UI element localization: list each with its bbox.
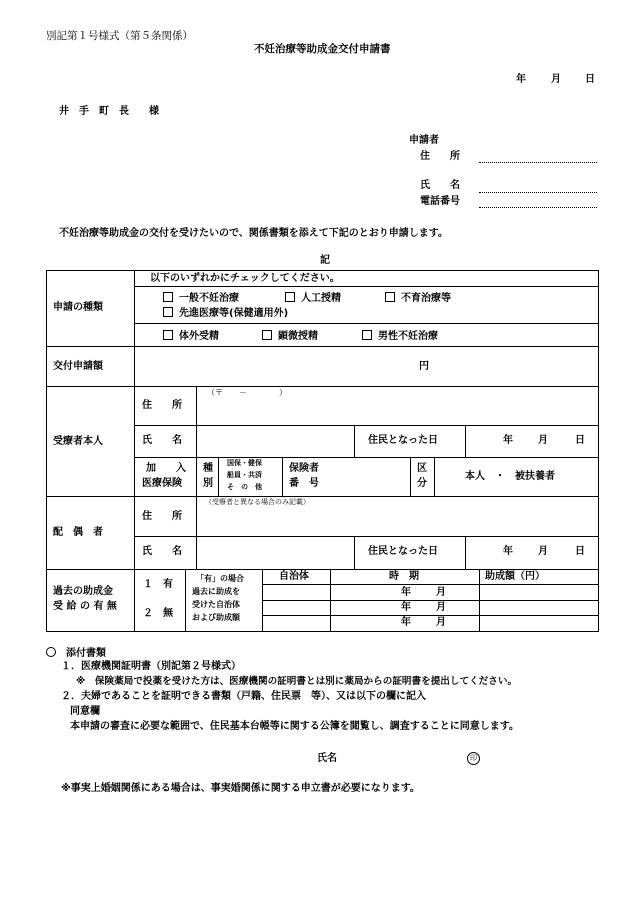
- applicant-phone-field[interactable]: [479, 207, 597, 208]
- type-label: 申請の種類: [53, 302, 103, 313]
- option-general[interactable]: 一般不妊治療: [163, 292, 239, 304]
- applicant-name-label: 氏 名: [420, 180, 460, 191]
- footnote: ※事実上婚姻関係にある場合は、事実婚関係に関する申立書が必要になります。: [61, 783, 420, 794]
- option-ivf[interactable]: 体外受精: [163, 330, 219, 342]
- patient-label: 受療者本人: [53, 436, 103, 447]
- patient-address-label: 住 所: [142, 400, 182, 411]
- circle-icon: [46, 647, 56, 657]
- kind-label-2: 別: [203, 478, 213, 489]
- date-year: 年: [516, 74, 526, 85]
- spouse-day: 日: [575, 546, 585, 557]
- attachment-note-1: ※ 保険薬局で投薬を受けた方は、医療機関の証明書とは別に薬局からの証明書を提出してください。: [76, 676, 518, 687]
- checkbox-icon: [163, 330, 173, 340]
- option-infertility[interactable]: 不育治療等: [385, 292, 451, 304]
- seal-mark[interactable]: 印: [467, 752, 480, 765]
- check-instruction: 以下のいずれかにチェックしてください。: [150, 273, 340, 284]
- intro-text: 不妊治療等助成金の交付を受けたいので、関係書類を添えて下記のとおり申請します。: [59, 228, 448, 239]
- checkbox-icon: [285, 292, 295, 302]
- patient-name-label: 氏 名: [142, 435, 182, 446]
- kubun-label-1: 区: [417, 463, 427, 474]
- row2-year: 年: [401, 602, 411, 613]
- past-label-2: 受 給 の 有 無: [53, 601, 117, 612]
- attachment-item-1: １．医療機関証明書（別記第２号様式）: [61, 661, 241, 672]
- past-no[interactable]: ２ 無: [143, 608, 173, 619]
- kubun-label-2: 分: [417, 478, 427, 489]
- patient-month: 月: [538, 435, 548, 446]
- applicant-phone-label: 電話番号: [420, 196, 460, 207]
- checkbox-icon: [163, 292, 173, 302]
- signature-label: 氏名: [317, 753, 337, 764]
- spouse-label: 配 偶 者: [53, 527, 103, 538]
- col-period: 時 期: [389, 571, 419, 582]
- postal-code: （〒 － ）: [207, 388, 287, 397]
- spouse-note: （受療者と異なる場合のみ記載）: [205, 498, 310, 506]
- checkbox-icon: [262, 330, 272, 340]
- spouse-month: 月: [538, 546, 548, 557]
- insurance-label-2: 医療保険: [142, 478, 182, 489]
- yes-note-3: 受けた自治体: [192, 600, 240, 609]
- checkbox-icon: [385, 292, 395, 302]
- insured-options[interactable]: 本人 ・ 被扶養者: [465, 471, 555, 482]
- applicant-address-field[interactable]: [479, 162, 597, 163]
- attachments-heading: 添付書類: [46, 647, 106, 659]
- spouse-year: 年: [503, 546, 513, 557]
- amount-yen: 円: [419, 361, 429, 372]
- row3-year: 年: [401, 617, 411, 628]
- kenpo-2: 船員・共済: [227, 471, 262, 479]
- option-advanced[interactable]: 先進医療等(保健適用外): [163, 307, 288, 319]
- addressee: 井 手 町 長 様: [59, 106, 159, 117]
- yes-note-4: および助成額: [192, 613, 240, 622]
- option-artificial-insemination[interactable]: 人工授精: [285, 292, 341, 304]
- applicant-heading: 申請者: [409, 135, 439, 146]
- consent-heading: 同意欄: [70, 706, 100, 717]
- checkbox-icon: [163, 307, 173, 317]
- col-municipality: 自治体: [279, 571, 309, 582]
- applicant-address-label: 住 所: [420, 151, 460, 162]
- attachment-item-2: ２．夫婦であることを証明できる書類（戸籍、住民票 等）、又は以下の欄に記入: [61, 691, 426, 702]
- past-label-1: 過去の助成金: [53, 586, 113, 597]
- kenpo-3: そ の 他: [227, 483, 262, 491]
- patient-resident-date-label: 住民となった日: [368, 435, 438, 446]
- patient-day: 日: [575, 435, 585, 446]
- page-title: 不妊治療等助成金交付申請書: [254, 43, 391, 55]
- insurer-label-2: 番 号: [289, 478, 319, 489]
- option-microinsemination[interactable]: 顕微授精: [262, 330, 318, 342]
- patient-year: 年: [503, 435, 513, 446]
- applicant-name-field[interactable]: [479, 192, 597, 193]
- insurance-label-1: 加 入: [146, 463, 186, 474]
- insurer-label-1: 保険者: [289, 463, 319, 474]
- spouse-address-label: 住 所: [142, 511, 182, 522]
- date-day: 日: [585, 74, 595, 85]
- row1-month: 月: [436, 587, 446, 598]
- col-amount: 助成額（円）: [485, 571, 545, 582]
- row3-month: 月: [436, 617, 446, 628]
- spouse-name-label: 氏 名: [142, 546, 182, 557]
- form-number: 別記第１号様式（第５条関係）: [46, 30, 193, 42]
- yes-note-2: 過去に助成を: [192, 587, 240, 596]
- kenpo-1: 国保・健保: [227, 459, 262, 467]
- spouse-resident-date-label: 住民となった日: [368, 546, 438, 557]
- row2-month: 月: [436, 602, 446, 613]
- past-yes[interactable]: １ 有: [143, 579, 173, 590]
- row1-year: 年: [401, 587, 411, 598]
- checkbox-icon: [362, 330, 372, 340]
- option-male[interactable]: 男性不妊治療: [362, 330, 438, 342]
- ki-heading: 記: [320, 255, 330, 266]
- yes-note-1: 「有」の場合: [196, 574, 244, 583]
- consent-text: 本申請の審査に必要な範囲で、住民基本台帳等に関する公簿を閲覧し、調査することに同意します。: [70, 721, 519, 732]
- amount-label: 交付申請額: [53, 361, 103, 372]
- kind-label-1: 種: [203, 463, 213, 474]
- date-month: 月: [551, 74, 561, 85]
